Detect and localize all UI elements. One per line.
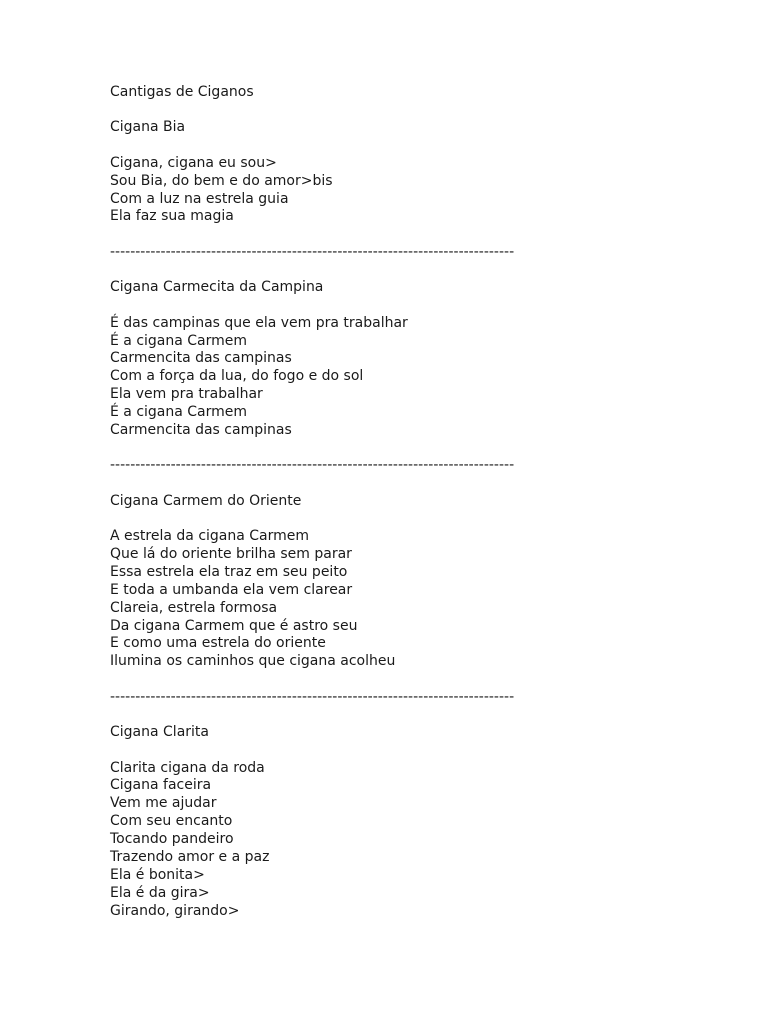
lyric-line: Tocando pandeiro [110,831,234,848]
lyric-line: Da cigana Carmem que é astro seu [110,617,358,634]
song-lyrics [110,528,750,671]
lyric-line: Vem me ajudar [110,795,217,812]
lyric-line: Ilumina os caminhos que cigana acolheu [110,653,396,670]
lyric-line: Ela é bonita> [110,866,205,883]
section-divider: -------------------------------------------------------------------------------- [110,688,515,705]
document-title: Cantigas de Ciganos [110,84,254,100]
document-page [110,84,750,938]
lyric-line: Essa estrela ela traz em seu peito [110,563,348,580]
lyric-line: Cigana faceira [110,777,212,794]
lyric-line: Que lá do oriente brilha sem parar [110,546,352,563]
lyric-line: É das campinas que ela vem pra trabalhar [110,314,408,331]
song-title: Cigana Carmem do Oriente [110,492,302,509]
song-lyrics [110,155,750,227]
lyric-line: É a cigana Carmem [110,332,248,349]
section-divider: -------------------------------------------------------------------------------- [110,243,515,260]
song-lyrics [110,315,750,440]
lyric-line: Clarita cigana da roda [110,759,265,776]
lyric-line: Cigana, cigana eu sou> [110,154,277,171]
lyric-line: É a cigana Carmem [110,404,248,421]
lyric-line: Carmencita das campinas [110,421,292,438]
lyric-line: Com a luz na estrela guia [110,190,289,207]
song-title: Cigana Bia [110,119,186,136]
song-lyrics [110,760,750,921]
lyric-line: Ela vem pra trabalhar [110,386,263,403]
lyric-line: Carmencita das campinas [110,350,292,367]
lyric-line: E como uma estrela do oriente [110,635,326,652]
lyric-line: Com a força da lua, do fogo e do sol [110,368,364,385]
song-title: Cigana Carmecita da Campina [110,279,324,296]
lyric-line: Sou Bia, do bem e do amor>bis [110,172,333,189]
lyric-line: Girando, girando> [110,902,240,919]
lyric-line: Ela é da gira> [110,884,210,901]
lyric-line: Ela faz sua magia [110,208,234,225]
lyric-line: Com seu encanto [110,813,233,830]
lyric-line: E toda a umbanda ela vem clarear [110,581,353,598]
lyric-line: Trazendo amor e a paz [110,849,270,865]
lyric-line: A estrela da cigana Carmem [110,528,310,545]
song-title: Cigana Clarita [110,724,209,741]
section-divider: -------------------------------------------------------------------------------- [110,457,515,474]
lyric-line: Clareia, estrela formosa [110,599,278,616]
